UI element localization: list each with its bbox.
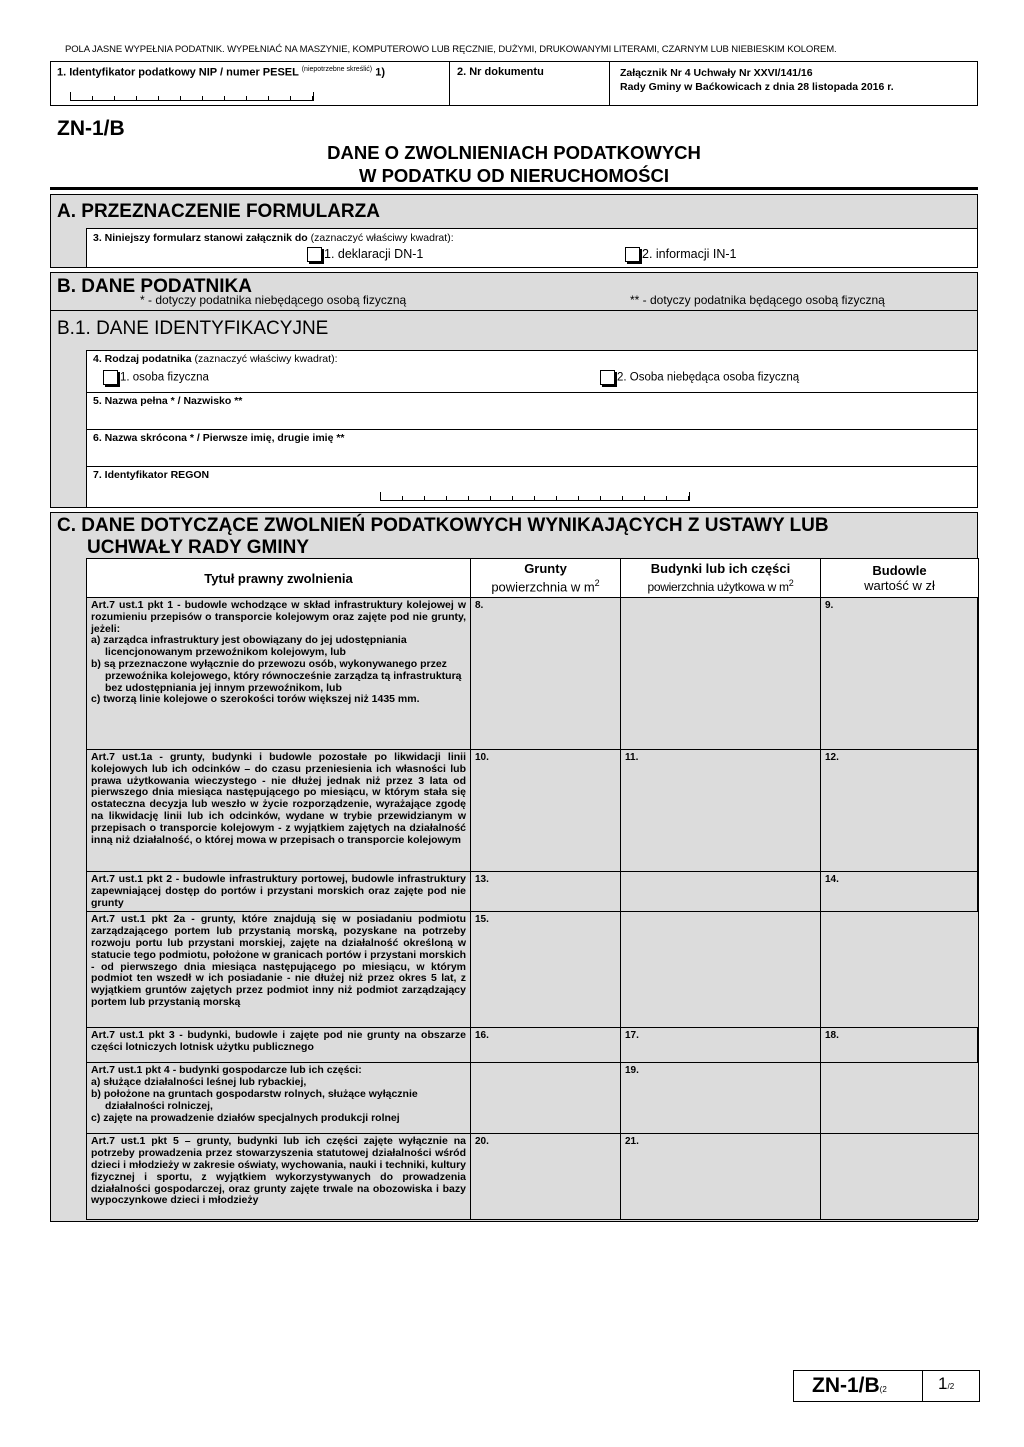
- option-osoba-niefizyczna-label: 2. Osoba niebędąca osoba fizyczną: [617, 371, 800, 384]
- budowle-cell[interactable]: 12.: [821, 750, 979, 872]
- table-header-row: [87, 559, 979, 598]
- budowle-cell: [821, 1134, 979, 1220]
- table-row: [87, 1063, 979, 1134]
- exemption-title-line: Art.7 ust.1 pkt 3 - budynki, budowle i zajęte pod nie grunty na obszarze części lotniczych lotnisk użytku publicznego: [91, 1029, 466, 1054]
- col-header-budowle-1: Budowle: [872, 563, 927, 578]
- exemption-title: [87, 1134, 471, 1220]
- section-b1-title: B.1. DANE IDENTYFIKACYJNE: [57, 318, 329, 339]
- exemption-title-line: b) są przeznaczone wyłącznie do przewozu osób, wykonywanego przez przewoźnika kolejowego, który równocześnie zarządza tą infrastrukturą bez udostępniania jej innym przewoźnikom, lub: [91, 657, 462, 694]
- option-osoba-niefizyczna[interactable]: [600, 370, 799, 385]
- attachment-line-2: Rady Gminy w Baćkowicach z dnia 28 listopada 2016 r.: [620, 81, 894, 93]
- footer-page-total: /2: [947, 1382, 955, 1391]
- short-name-input[interactable]: [90, 445, 970, 465]
- footer-code-suffix: (2: [879, 1385, 887, 1394]
- exemption-title-line: Art.7 ust.1 pkt 5 – grunty, budynki lub ich części zajęte wyłącznie na potrzeby prowadzenia przez stowarzyszenia statutowej działalności wśród dzieci i młodzieży w zakresie oświaty, wychowania, nauki i techniki, kultury fizycznej i sportu, z wyjątkiem wykorzystywanych do prowadzenia działalności gospodarczej, oraz grunty zajęte trwale na obozowiska i bazy wypoczynkowe dzieci i młodzieży: [91, 1135, 466, 1207]
- section-c-title: [57, 515, 829, 559]
- grunty-cell: [471, 1063, 621, 1134]
- table-row: [87, 750, 979, 872]
- attachment-line-1: Załącznik Nr 4 Uchwały Nr XXVI/141/16: [620, 67, 813, 79]
- attachment-note: [620, 66, 894, 94]
- budynki-cell: [621, 912, 821, 1028]
- divider: [50, 310, 978, 311]
- exemption-title-line: Art.7 ust.1 pkt 4 - budynki gospodarcze lub ich części:: [91, 1064, 362, 1077]
- option-osoba-fizyczna-label: 1. osoba fizyczna: [120, 371, 209, 384]
- col-header-budynki-1: Budynki lub ich części: [650, 561, 791, 576]
- col-header-title: Tytuł prawny zwolnienia: [87, 559, 471, 598]
- field-3-label: [93, 232, 454, 244]
- section-c-title-line-2: UCHWAŁY RADY GMINY: [87, 537, 310, 558]
- field-1-label-text: 1. Identyfikator podatkowy NIP / numer PESEL: [57, 66, 299, 79]
- section-c-title-line-1: C. DANE DOTYCZĄCE ZWOLNIEŃ PODATKOWYCH WYNIKAJĄCYCH Z USTAWY LUB: [57, 515, 829, 536]
- field-4-label: [93, 353, 337, 365]
- field-1-label: [57, 66, 385, 79]
- table-row: [87, 1134, 979, 1220]
- header-note: POLA JASNE WYPEŁNIA PODATNIK. WYPEŁNIAĆ NA MASZYNIE, KOMPUTEROWO LUB RĘCZNIE, DUŻYMI, DRUKOWANYMI LITERAMI, CZARNYM LUB NIEBIESKIM KOLOREM.: [65, 44, 837, 55]
- divider: [86, 429, 978, 430]
- divider: [86, 392, 978, 393]
- divider: [449, 61, 450, 106]
- option-in1[interactable]: [625, 247, 736, 262]
- exemption-title-line: a) służące działalności leśnej lub rybackiej,: [91, 1076, 307, 1089]
- section-a-title: A. PRZEZNACZENIE FORMULARZA: [57, 201, 380, 222]
- budynki-cell[interactable]: 21.: [621, 1134, 821, 1220]
- document-number-input[interactable]: [455, 80, 605, 102]
- budowle-cell[interactable]: 9.: [821, 598, 979, 750]
- exemption-title-line: Art.7 ust.1 pkt 1 - budowle wchodzące w skład infrastruktury kolejowej w rozumieniu przepisów o transporcie kolejowym oraz zajęte pod nie grunty, jeżeli:: [91, 599, 466, 635]
- checkbox-osoba-fizyczna[interactable]: [103, 370, 118, 385]
- budowle-cell[interactable]: 18.: [821, 1028, 979, 1063]
- grunty-cell[interactable]: 10.: [471, 750, 621, 872]
- field-4-hint: (zaznaczyć właściwy kwadrat):: [194, 353, 338, 365]
- budynki-cell[interactable]: 11.: [621, 750, 821, 872]
- exemption-title-line: b) położone na gruntach gospodarstw rolnych, służące wyłącznie działalności rolniczej,: [91, 1087, 418, 1112]
- superscript-2: 2: [788, 578, 794, 588]
- nip-pesel-input[interactable]: [70, 92, 314, 101]
- footer-page: 1: [938, 1374, 948, 1393]
- grunty-cell[interactable]: 13.: [471, 872, 621, 912]
- checkbox-dn1[interactable]: [307, 247, 322, 262]
- budynki-cell: [621, 598, 821, 750]
- option-dn1-label: 1. deklaracji DN-1: [324, 247, 424, 261]
- field-4-label-text: 4. Rodzaj podatnika: [93, 353, 192, 365]
- option-dn1[interactable]: [307, 247, 423, 262]
- exemption-title-line: Art.7 ust.1 pkt 2a - grunty, które znajdują się w posiadaniu podmiotu zarządzającego portem lub przystanią morską, pozyskane na potrzeby rozwoju portu lub przystani morskiej, zajęte na działalność określoną w statucie tego podmiotu, położone w granicach portów i przystani morskich - od pierwszego dnia miesiąca następującego po miesiącu, w którym podmiot ten wszedł w ich posiadanie - nie dłużej niż przez okres 5 lat, z wyjątkiem gruntów zajętych przez podmiot inny niż podmiot zarządzający portem lub przystanią morską: [91, 913, 466, 1008]
- title-rule: [50, 187, 978, 190]
- exemption-title: [87, 872, 471, 912]
- table-row: [87, 872, 979, 912]
- col-header-grunty: [471, 559, 621, 598]
- option-in1-label: 2. informacji IN-1: [642, 247, 737, 261]
- grunty-cell[interactable]: 15.: [471, 912, 621, 1028]
- regon-input[interactable]: [380, 492, 690, 501]
- exemption-title: [87, 598, 471, 750]
- field-1-note: (niepotrzebne skreślić): [301, 66, 373, 73]
- field-6-label: 6. Nazwa skrócona * / Pierwsze imię, drugie imię **: [93, 432, 345, 444]
- checkbox-in1[interactable]: [625, 247, 640, 262]
- field-2-label: 2. Nr dokumentu: [457, 66, 544, 78]
- col-header-budynki: [621, 559, 821, 598]
- table-row: [87, 912, 979, 1028]
- full-name-input[interactable]: [90, 408, 970, 428]
- field-3-label-text: 3. Niniejszy formularz stanowi załącznik do: [93, 232, 308, 244]
- col-header-grunty-2: powierzchnia w m: [491, 579, 595, 595]
- grunty-cell[interactable]: 16.: [471, 1028, 621, 1063]
- form-code: ZN-1/B: [57, 117, 125, 140]
- budynki-cell[interactable]: 19.: [621, 1063, 821, 1134]
- table-row: [87, 1028, 979, 1063]
- exemption-title-line: a) zarządca infrastruktury jest obowiązany do jej udostępniania licencjonowanym przewoźnikom kolejowym, lub: [91, 634, 407, 659]
- grunty-cell[interactable]: 20.: [471, 1134, 621, 1220]
- form-title-line-2: W PODATKU OD NIERUCHOMOŚCI: [358, 165, 670, 186]
- budowle-cell[interactable]: 14.: [821, 872, 979, 912]
- section-b-note-1: * - dotyczy podatnika niebędącego osobą fizyczną: [140, 293, 407, 307]
- option-osoba-fizyczna[interactable]: [103, 370, 209, 385]
- exemption-title-line: Art.7 ust.1a - grunty, budynki i budowle pozostałe po likwidacji linii kolejowych lub ich odcinków – do czasu przeniesienia ich własności lub prawa użytkowania wieczystego - nie dłużej jednak niż przez 3 lata od pierwszego dnia miesiąca następującego po miesiącu, w którym stała się ostateczna decyzja lub weszło w życie rozporządzenie, wyrażające zgodę na likwidację linii lub ich odcinków, wydane w trybie przewidzianym w przepisach o transporcie kolejowym - z wyjątkiem zajętych na działalność inną niż działalność, o której mowa w przepisach o transporcie kolejowym: [91, 751, 466, 846]
- exemption-title-line: c) tworzą linie kolejowe o szerokości torów większej niż 1435 mm.: [91, 693, 420, 706]
- exemptions-table: [86, 558, 979, 1220]
- budynki-cell[interactable]: 17.: [621, 1028, 821, 1063]
- exemption-title: [87, 912, 471, 1028]
- col-header-budynki-2: powierzchnia użytkowa w m: [647, 580, 789, 594]
- budowle-cell: [821, 1063, 979, 1134]
- exemption-title-line: c) zajęte na prowadzenie działów specjalnych produkcji rolnej: [91, 1111, 400, 1124]
- footer-page-number: [938, 1374, 954, 1394]
- table-row: [87, 598, 979, 750]
- col-header-budowle: [821, 559, 979, 598]
- budowle-cell: [821, 912, 979, 1028]
- exemption-title-line: Art.7 ust.1 pkt 2 - budowle infrastruktury portowej, budowle infrastruktury zapewniającej dostęp do portów i przystani morskich oraz zajęte pod nie grunty: [91, 873, 466, 909]
- checkbox-osoba-niefizyczna[interactable]: [600, 370, 615, 385]
- divider: [922, 1370, 923, 1402]
- exemption-title: [87, 750, 471, 872]
- footer-code-text: ZN-1/B: [812, 1374, 880, 1397]
- form-title-line-1: DANE O ZWOLNIENIACH PODATKOWYCH: [327, 142, 701, 163]
- form-title: [50, 141, 978, 187]
- col-header-grunty-1: Grunty: [524, 561, 567, 577]
- field-5-label: 5. Nazwa pełna * / Nazwisko **: [93, 395, 243, 407]
- footer-form-code: [812, 1374, 887, 1398]
- divider: [609, 61, 610, 106]
- budynki-cell: [621, 872, 821, 912]
- field-3-hint: (zaznaczyć właściwy kwadrat):: [310, 232, 454, 244]
- exemption-title: [87, 1028, 471, 1063]
- superscript-2: 2: [594, 578, 600, 589]
- section-b-note-2: ** - dotyczy podatnika będącego osobą fizyczną: [630, 293, 885, 307]
- grunty-cell[interactable]: 8.: [471, 598, 621, 750]
- exemption-title: [87, 1063, 471, 1134]
- col-header-budowle-2: wartość w zł: [864, 578, 935, 593]
- field-1-footnote: 1): [375, 66, 385, 79]
- divider: [86, 466, 978, 467]
- field-7-label: 7. Identyfikator REGON: [93, 469, 210, 481]
- section-b-title: B. DANE PODATNIKA: [57, 276, 252, 297]
